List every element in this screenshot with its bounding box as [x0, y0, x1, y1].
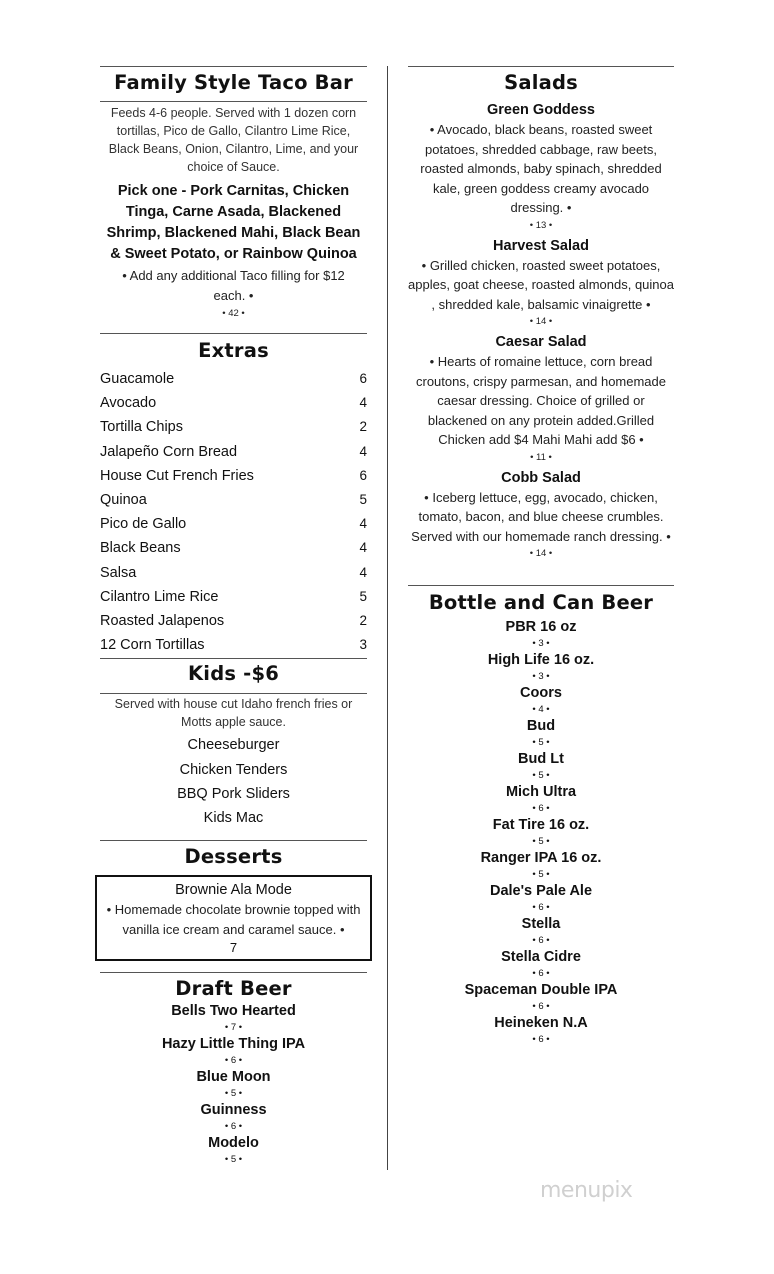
extras-item-price: 2 [359, 419, 367, 435]
extras-item-name: Salsa [100, 564, 137, 581]
extras-item-name: Guacamole [100, 371, 175, 387]
menupix-watermark: menupix [540, 1178, 633, 1203]
kids-item: Kids Mac [203, 810, 264, 827]
bottle-item-price: • 3 • [532, 671, 550, 682]
salad-price: • 14 • [529, 316, 553, 327]
kids-desc: Served with house cut Idaho french fries or Motts apple sauce. [114, 697, 353, 730]
bottle-item-name: Dale's Pale Ale [489, 883, 593, 899]
family-desc: Feeds 4-6 people. Served with 1 dozen corn tortillas, Pico de Gallo, Cilantro Lime Rice, Black Beans, Onion, Cilantro, Lime, and your choice of Sauce. [108, 106, 359, 174]
bottle-item-name: Stella Cidre [501, 949, 581, 965]
dessert-name: Brownie Ala Mode [175, 882, 292, 899]
salad-price: • 14 • [529, 548, 553, 559]
extras-row [100, 464, 367, 488]
extras-row [100, 391, 367, 415]
salad-name: Caesar Salad [495, 334, 587, 350]
salad-price: • 11 • [530, 451, 552, 463]
draft-item-price: • 6 • [224, 1055, 243, 1067]
bottle-item-name: Spaceman Double IPA [464, 982, 618, 998]
bottle-item-price: • 5 • [532, 836, 550, 847]
extras-row [100, 488, 367, 512]
column-divider [387, 66, 388, 1170]
bottle-list [408, 618, 674, 1047]
extras-item-price: 4 [359, 516, 367, 532]
kids-title: Kids -$6 [188, 662, 279, 686]
extras-title: Extras [198, 339, 269, 362]
kids-list [100, 733, 367, 830]
bottle-item-price: • 5 • [532, 737, 550, 748]
salad-desc: • Avocado, black beans, roasted sweet potatoes, shredded cabbage, raw beets, roasted almonds, baby spinach, shredded kale, green goddess creamy avocado dressing. • [420, 122, 662, 215]
kids-item: BBQ Pork Sliders [177, 785, 290, 802]
extras-item-price: 4 [359, 395, 367, 411]
draft-item-price: • 5 • [224, 1154, 243, 1166]
extras-item-name: Cilantro Lime Rice [100, 588, 219, 605]
draft-item-name: Bells Two Hearted [171, 1003, 296, 1020]
extras-item-name: Black Beans [100, 540, 181, 557]
bottle-item-name: Fat Tire 16 oz. [492, 817, 590, 833]
extras-item-name: Avocado [100, 395, 157, 412]
salad-name: Cobb Salad [501, 469, 581, 486]
salads-title: Salads [504, 71, 578, 94]
extras-row [100, 512, 367, 536]
draft-title: Draft Beer [175, 977, 292, 1001]
bottle-item-name: Coors [520, 685, 562, 701]
extras-item-name: Quinoa [100, 492, 147, 509]
kids-item: Chicken Tenders [179, 761, 288, 778]
draft-item-price: • 6 • [224, 1121, 243, 1133]
salad-name: Green Goddess [487, 102, 595, 118]
draft-item-price: • 7 • [224, 1022, 243, 1034]
section-rule [100, 333, 367, 334]
extras-list [100, 367, 367, 657]
bottle-item-name: Heineken N.A [494, 1015, 588, 1031]
draft-item-price: • 5 • [224, 1088, 243, 1100]
bottle-title: Bottle and Can Beer [428, 591, 654, 614]
bottle-item-name: Bud [526, 718, 556, 734]
extras-row [100, 633, 367, 657]
bottle-item-price: • 3 • [532, 638, 550, 649]
salad-price: • 13 • [529, 219, 553, 231]
salad-name: Harvest Salad [493, 237, 589, 254]
extras-item-name: Roasted Jalapenos [100, 613, 225, 630]
bottle-item-name: Stella [521, 916, 561, 932]
section-rule [100, 972, 367, 973]
bottle-item-price: • 6 • [532, 1034, 550, 1045]
bottle-item-name: Mich Ultra [505, 784, 577, 800]
section-rule [100, 66, 367, 67]
draft-list [100, 1002, 367, 1167]
left-column [100, 66, 367, 1167]
salad-desc: • Grilled chicken, roasted sweet potatoes, apples, goat cheese, roasted almonds, quinoa , shredded kale, balsamic vinaigrette • [408, 257, 674, 312]
salads-list [408, 100, 674, 561]
extras-item-name: House Cut French Fries [100, 467, 254, 484]
draft-item-name: Hazy Little Thing IPA [161, 1036, 306, 1053]
bottle-item-price: • 6 • [532, 968, 550, 979]
extras-row [100, 585, 367, 609]
extras-row [100, 561, 367, 585]
extras-item-price: 5 [359, 492, 367, 508]
dessert-desc: • Homemade chocolate brownie topped with vanilla ice cream and caramel sauce. • [106, 902, 361, 937]
bottle-item-name: Ranger IPA 16 oz. [480, 850, 602, 866]
bottle-item-price: • 6 • [532, 902, 550, 913]
right-column [408, 66, 674, 1047]
draft-item-name: Modelo [208, 1135, 259, 1152]
extras-item-price: 5 [359, 588, 367, 604]
salad-desc: • Iceberg lettuce, egg, avocado, chicken, tomato, bacon, and blue cheese crumbles. Served with our homemade ranch dressing. • [411, 489, 671, 544]
dessert-box [95, 875, 372, 961]
family-price: • 42 • [222, 308, 245, 319]
section-rule [100, 658, 367, 659]
extras-row [100, 440, 367, 464]
bottle-item-price: • 5 • [532, 770, 550, 781]
draft-item-name: Guinness [200, 1102, 267, 1119]
family-note: • Add any additional Taco filling for $12 each. • [122, 268, 345, 303]
bottle-item-price: • 5 • [532, 869, 550, 880]
extras-row [100, 536, 367, 560]
section-rule [100, 101, 367, 102]
bottle-item-price: • 4 • [532, 704, 550, 715]
bottle-item-price: • 6 • [532, 935, 550, 946]
extras-item-price: 4 [359, 564, 367, 580]
family-pick: Pick one - Pork Carnitas, Chicken Tinga, Carne Asada, Blackened Shrimp, Blackened Mahi, Black Bean & Sweet Potato, or Rainbow Quinoa [106, 183, 361, 262]
extras-item-name: 12 Corn Tortillas [100, 637, 205, 654]
extras-item-name: Pico de Gallo [100, 516, 187, 533]
bottle-item-name: PBR 16 oz [505, 619, 577, 635]
extras-item-price: 4 [359, 443, 367, 459]
extras-item-price: 3 [359, 637, 367, 653]
section-rule [100, 840, 367, 841]
kids-item: Cheeseburger [187, 737, 280, 754]
extras-row [100, 415, 367, 439]
extras-item-price: 6 [359, 371, 367, 386]
extras-item-name: Jalapeño Corn Bread [100, 443, 238, 460]
extras-item-price: 6 [359, 467, 367, 483]
bottle-item-price: • 6 • [532, 1001, 550, 1012]
salad-desc: • Hearts of romaine lettuce, corn bread croutons, crispy parmesan, and homemade caesar dressing. Choice of grilled or blackened on any protein added.Grilled Chicken add $4 Mahi Mahi add $6 • [415, 354, 666, 447]
section-rule [408, 585, 674, 586]
bottle-item-name: Bud Lt [518, 751, 564, 767]
section-rule [100, 693, 367, 694]
extras-item-price: 2 [359, 613, 367, 629]
bottle-item-price: • 6 • [532, 803, 550, 814]
bottle-item-name: High Life 16 oz. [487, 652, 595, 668]
desserts-title: Desserts [184, 845, 283, 869]
extras-item-price: 4 [359, 540, 367, 556]
draft-item-name: Blue Moon [196, 1069, 271, 1086]
section-rule [408, 66, 674, 67]
extras-row [100, 367, 367, 391]
dessert-price: 7 [229, 940, 238, 956]
extras-row [100, 609, 367, 633]
family-title: Family Style Taco Bar [114, 71, 353, 94]
extras-item-name: Tortilla Chips [100, 419, 183, 436]
